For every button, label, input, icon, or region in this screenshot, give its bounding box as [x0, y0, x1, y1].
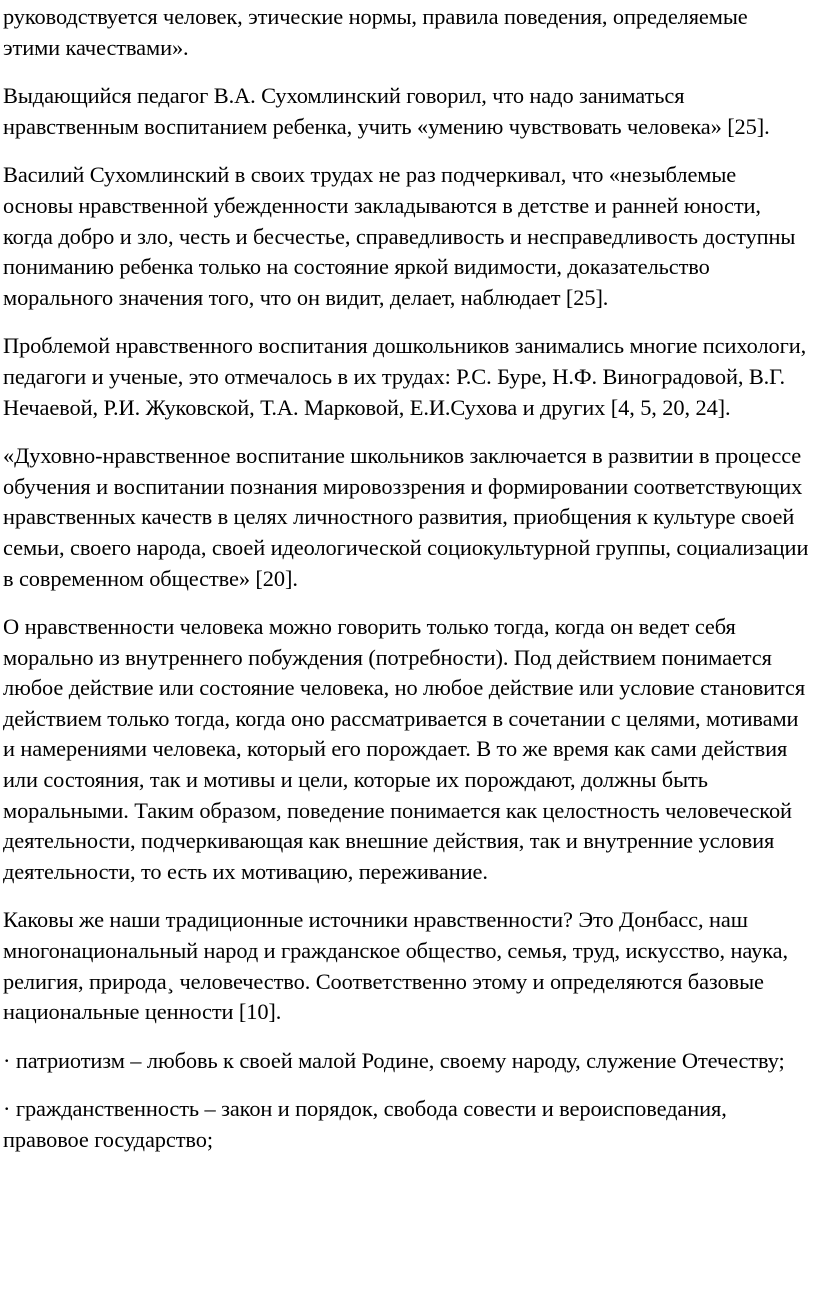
paragraph-morality-definition: О нравственности человека можно говорить только тогда, когда он ведет себя морально из внутреннего побуждения (потребности). Под действием понимается любое действие или состояние человека, но любое действие или условие становится действием только тогда, когда оно рассматривается в сочетании с целями, мотивами и намерениями человека, который его порождает. В то же время как сами действия или состояния, так и мотивы и цели, которые их порождают, должны быть моральными. Таким образом, поведение понимается как целостность человеческой деятельности, подчеркивающая как внешние действия, так и внутренние условия деятельности, то есть их мотивацию, переживание. — [3, 614, 806, 884]
paragraph-spiritual-education: «Духовно-нравственное воспитание школьников заключается в развитии в процессе обучения и воспитании познания мировоззрения и формировании соответствующих нравственных качеств в целях личностного развития, приобщения к культуре своей семьи, своего народа, своей идеологической социокультурной группы, социализации в современном обществе» [20]. — [3, 443, 809, 591]
list-item-patriotism: · патриотизм – любовь к своей малой Родине, своему народу, служение Отечеству; — [3, 1047, 785, 1073]
paragraph-sources-of-morality: Каковы же наши традиционные источники нравственности? Это Донбасс, наш многонациональный народ и гражданское общество, семья, труд, искусство, наука, религия, природа¸ человечество. Соответственно этому и определяются базовые национальные ценности [10]. — [3, 907, 788, 1025]
list-item-citizenship: · гражданственность – закон и порядок, свобода совести и вероисповедания, правовое государство; — [3, 1096, 727, 1152]
paragraph-researchers: Проблемой нравственного воспитания дошкольников занимались многие психологи, педагоги и ученые, это отмечалось в их трудах: Р.С. Буре, Н.Ф. Виноградовой, В.Г. Нечаевой, Р.И. Жуковской, Т.А. Марковой, Е.И.Сухова и других [4, 5, 20, 24]. — [3, 333, 807, 420]
paragraph-sukhomlinsky-quote: Выдающийся педагог В.А. Сухомлинский говорил, что надо заниматься нравственным воспитанием ребенка, учить «умению чувствовать человека» [25]. — [3, 83, 770, 139]
paragraph-sukhomlinsky-works: Василий Сухомлинский в своих трудах не раз подчеркивал, что «незыблемые основы нравственной убежденности закладываются в детстве и ранней юности, когда добро и зло, честь и бесчестье, справедливость и несправедливость доступны пониманию ребенка только на состояние яркой видимости, доказательство морального значения того, что он видит, делает, наблюдает [25]. — [3, 162, 796, 310]
paragraph-intro-continuation: руководствуется человек, этические нормы, правила поведения, определяемые этими качествами». — [3, 4, 748, 60]
